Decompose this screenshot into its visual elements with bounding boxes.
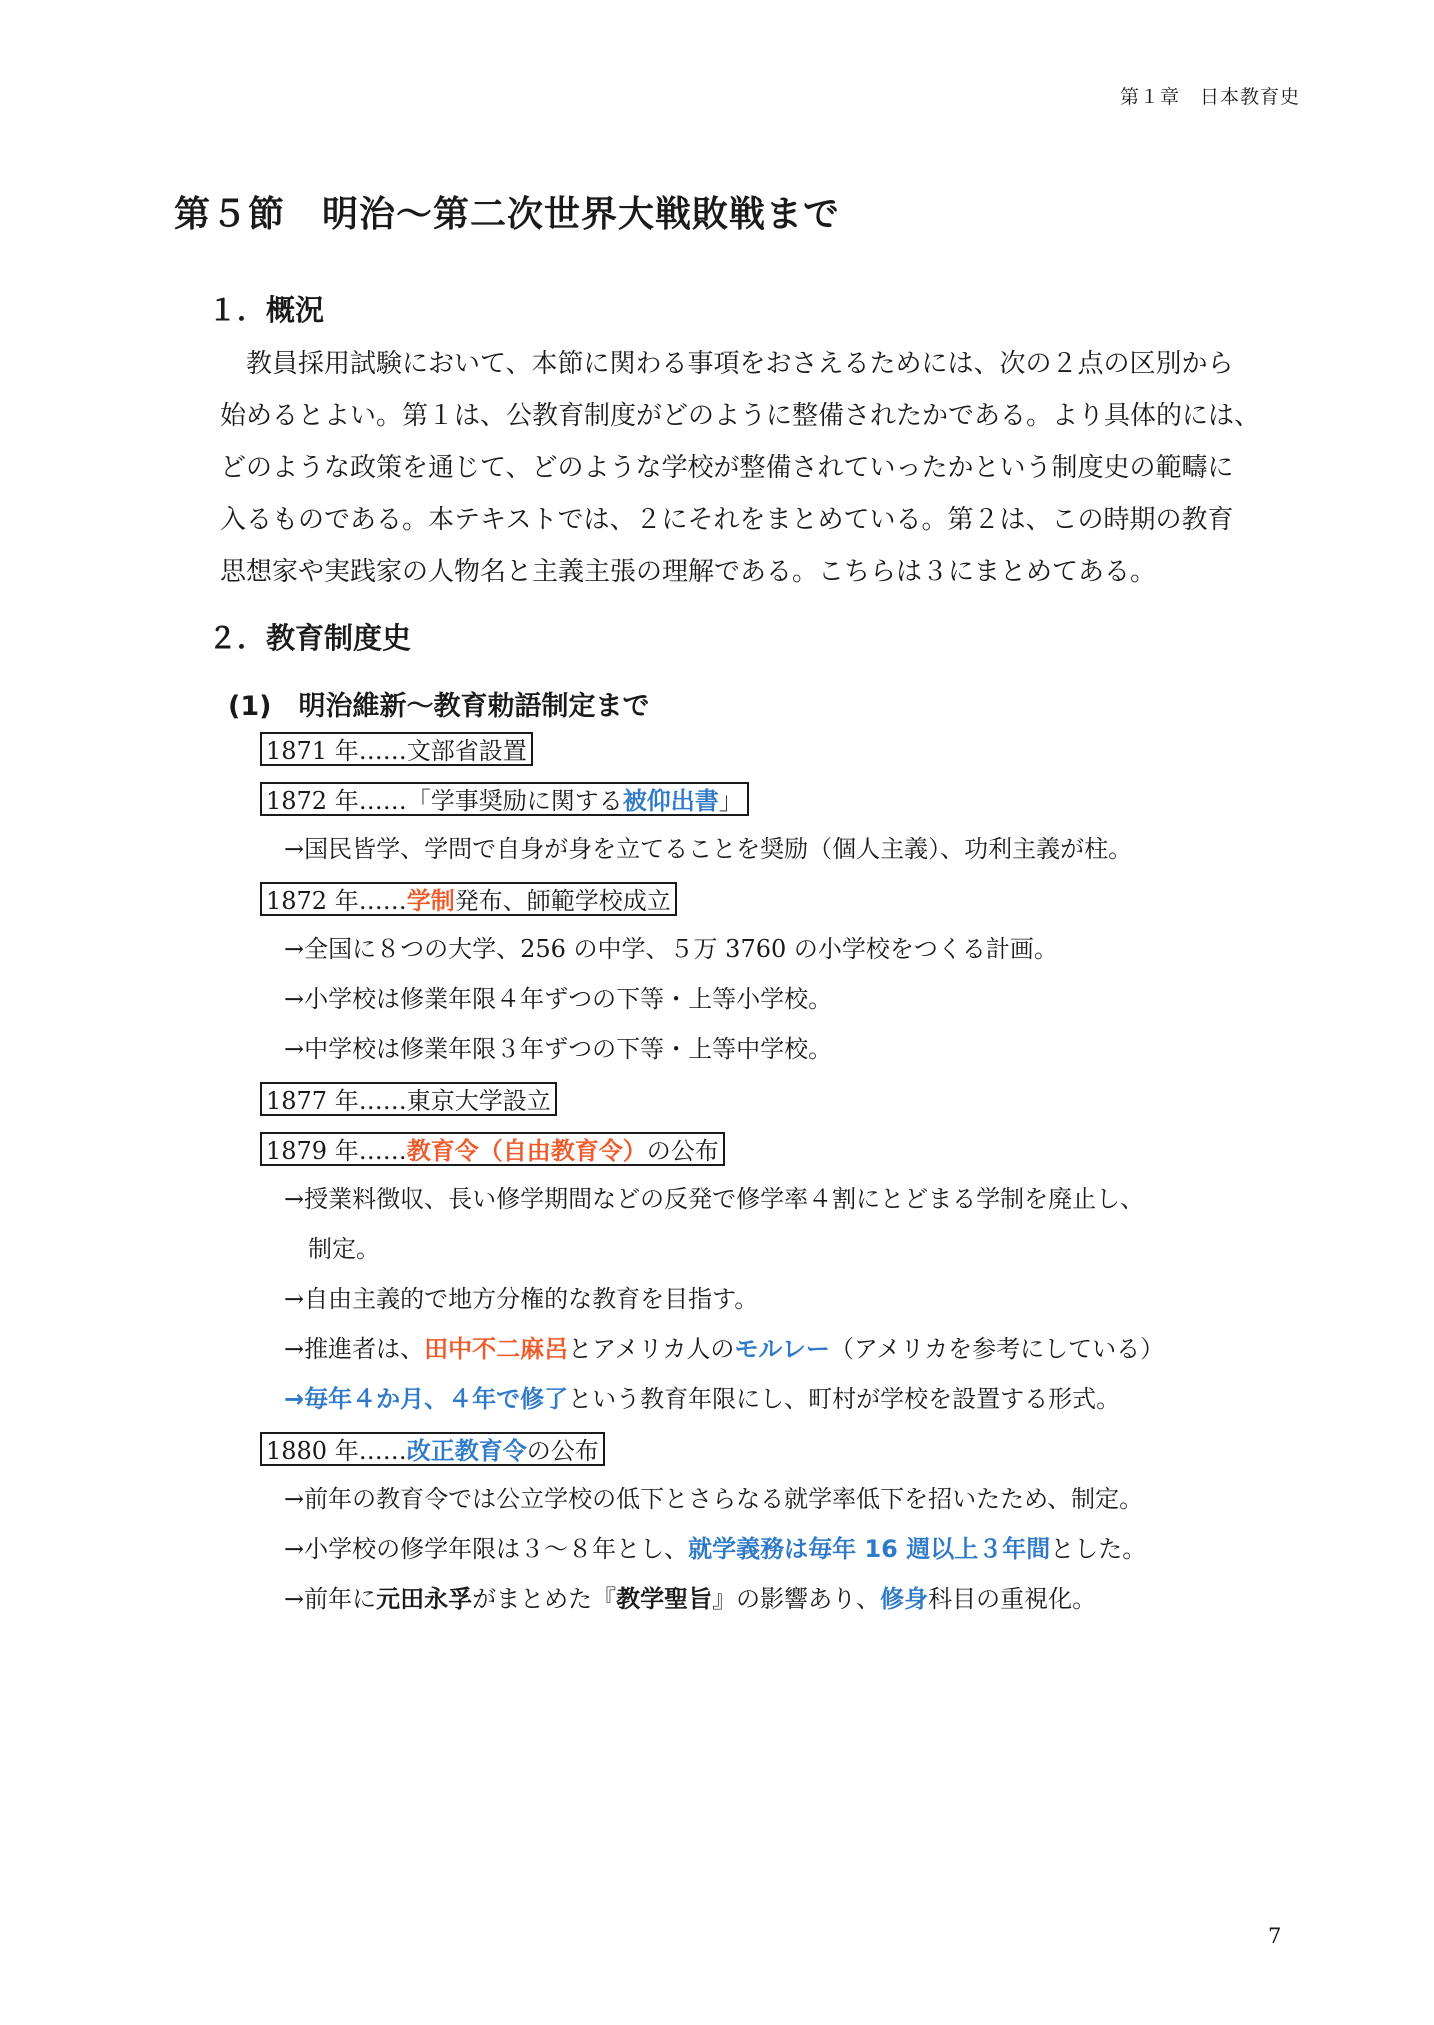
event-text: 1872 年……「学事奨励に関する (266, 787, 623, 815)
history-heading: ２．教育制度史 (208, 621, 412, 655)
note-text: →小学校の修学年限は３～８年とし、 (284, 1535, 689, 1563)
overview-line: 思想家や実践家の人物名と主義主張の理解である。こちらは３にまとめてある。 (220, 557, 1157, 587)
event-1872-gakusei-box (260, 882, 677, 916)
event-1872-ordinance-box (260, 782, 749, 816)
highlight-term: 改正教育令 (406, 1437, 527, 1465)
event-1877-box: 1877 年……東京大学設立 (260, 1082, 557, 1116)
note: →中学校は修業年限３年ずつの下等・上等中学校。 (284, 1035, 833, 1063)
note-text: という教育年限にし、町村が学校を設置する形式。 (568, 1385, 1121, 1413)
note: →全国に８つの大学、256 の中学、５万 3760 の小学校をつくる計画。 (284, 935, 1058, 963)
highlight-term: 教育令（自由教育令） (406, 1137, 647, 1165)
event-text: 」 (718, 787, 743, 815)
event-text: 1872 年…… (266, 887, 407, 915)
note-text: （アメリカを参考にしている） (829, 1335, 1165, 1363)
note (284, 1382, 1120, 1416)
event-text: 1880 年…… (266, 1437, 407, 1465)
highlight-person: モルレー (734, 1335, 830, 1363)
note: →授業料徴収、長い修学期間などの反発で修学率４割にとどまる学制を廃止し、 (284, 1185, 1145, 1213)
event-1879-box (260, 1132, 725, 1166)
running-head: 第１章 日本教育史 (1119, 86, 1300, 108)
note: →小学校は修業年限４年ずつの下等・上等小学校。 (284, 985, 833, 1013)
event-text: の公布 (646, 1137, 719, 1165)
overview-line: 始めるとよい。第１は、公教育制度がどのように整備されたかである。より具体的には、 (220, 401, 1261, 431)
bold-person: 元田永孚 (376, 1585, 473, 1613)
note-text: 』の影響あり、 (712, 1585, 881, 1613)
highlight-term: 被仰出書 (622, 787, 719, 815)
event-1880-box (260, 1432, 605, 1466)
page-number: 7 (1268, 1924, 1282, 1948)
highlight-person: 田中不二麻呂 (424, 1335, 569, 1363)
section-title: 第５節 明治～第二次世界大戦敗戦まで (174, 194, 841, 235)
event-1871-box: 1871 年……文部省設置 (260, 732, 533, 766)
note (284, 1532, 1146, 1566)
overview-line: 教員採用試験において、本節に関わる事項をおさえるためには、次の２点の区別から (220, 349, 1234, 379)
note: →国民皆学、学問で自身が身を立てることを奨励（個人主義）、功利主義が柱。 (284, 835, 1133, 863)
event-text: の公布 (526, 1437, 599, 1465)
overview-line: どのような政策を通じて、どのような学校が整備されていったかという制度史の範疇に (220, 453, 1234, 483)
highlight-term: 学制 (406, 887, 455, 915)
highlight-term: 修身 (880, 1585, 929, 1613)
overview-paragraph (220, 338, 1302, 598)
note-text: がまとめた『 (472, 1585, 617, 1613)
overview-line: 入るものである。本テキストでは、２にそれをまとめている。第２は、この時期の教育 (220, 505, 1234, 535)
note: 制定。 (284, 1235, 380, 1263)
note: →前年の教育令では公立学校の低下とさらなる就学率低下を招いたため、制定。 (284, 1485, 1144, 1513)
highlight-term: →毎年４か月、４年で修了 (284, 1385, 569, 1413)
note-text: 科目の重視化。 (928, 1585, 1097, 1613)
note: →自由主義的で地方分権的な教育を目指す。 (284, 1285, 759, 1313)
note-text: →前年に (284, 1585, 377, 1613)
note-text: とした。 (1050, 1535, 1147, 1563)
overview-heading: １．概況 (208, 293, 325, 327)
note (284, 1582, 1096, 1616)
note-text: とアメリカ人の (568, 1335, 735, 1363)
bold-title: 教学聖旨 (616, 1585, 713, 1613)
note (284, 1332, 1164, 1366)
history-subheading: (1) 明治維新～教育勅語制定まで (228, 691, 650, 722)
event-text: 1879 年…… (266, 1137, 407, 1165)
note-text: →推進者は、 (284, 1335, 425, 1363)
highlight-term: 就学義務は毎年 16 週以上３年間 (688, 1535, 1051, 1563)
event-text: 発布、師範学校成立 (454, 887, 671, 915)
